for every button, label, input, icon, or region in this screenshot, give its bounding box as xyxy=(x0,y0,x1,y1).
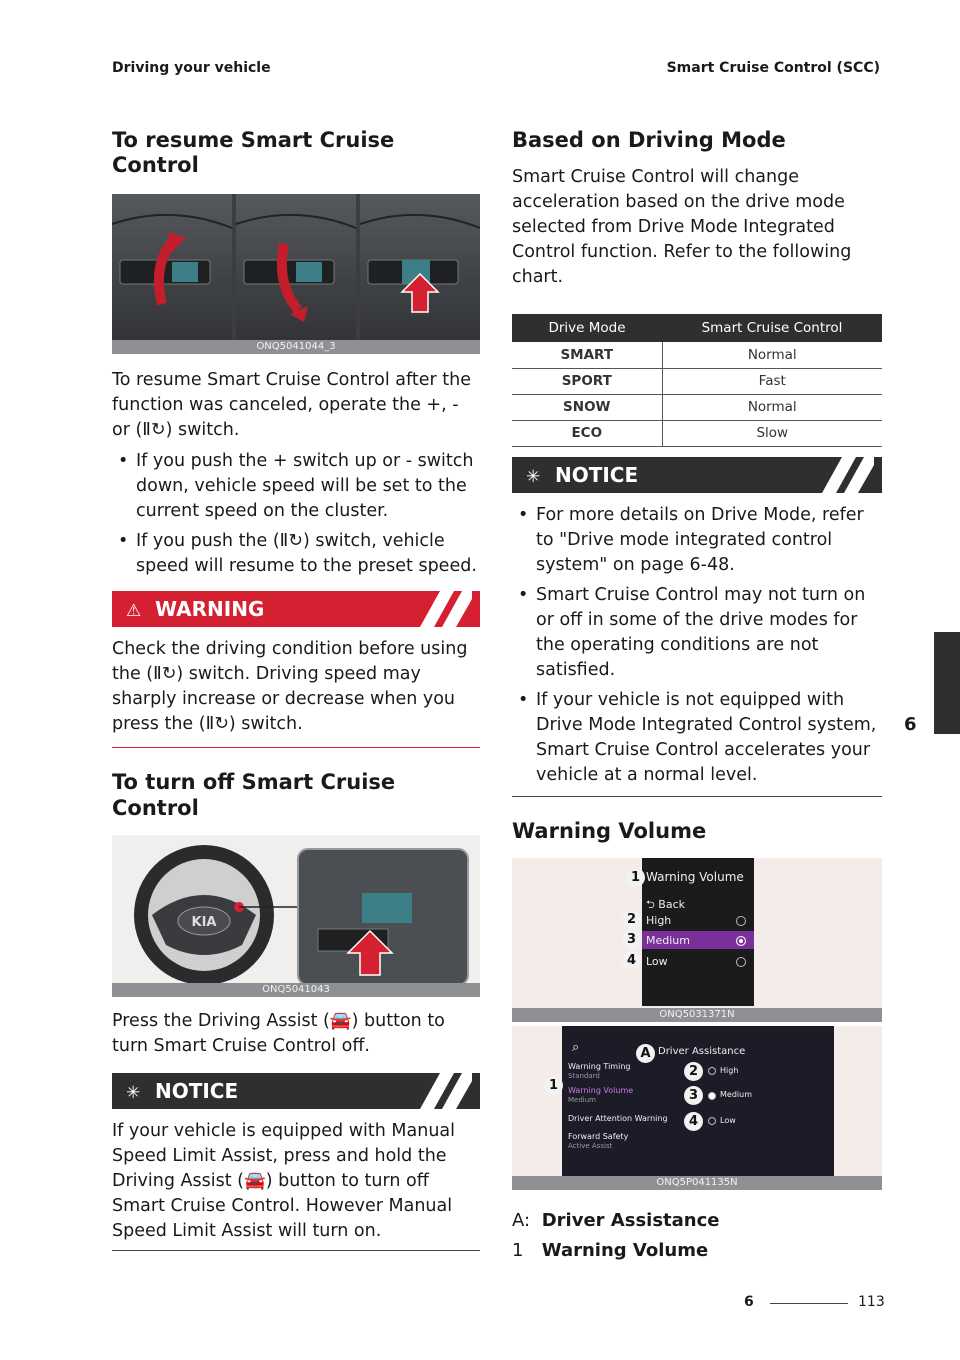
list-item: • For more details on Drive Mode, refer to "Drive mode integrated control system" on page 6-48. xyxy=(512,503,882,578)
search-icon: ⌕ xyxy=(572,1039,580,1055)
notice-text: If your vehicle is equipped with Manual Speed Limit Assist, press and hold the Driving Assist (🚘) button to turn off Smart Cruise Control. However Manual Speed Limit Assist will turn on. xyxy=(112,1120,455,1241)
menu-item-title[interactable]: Forward Safety xyxy=(568,1131,629,1141)
notice-asterisk-icon: ✳ xyxy=(526,466,541,487)
turnoff-text: Press the Driving Assist (🚘) button to turn Smart Cruise Control off. xyxy=(112,1010,445,1056)
marker-4: 4 xyxy=(622,951,641,970)
radio-low[interactable] xyxy=(736,957,746,967)
table-row xyxy=(512,342,882,368)
resume-switch-figure xyxy=(112,194,480,354)
notice-label: NOTICE xyxy=(554,462,639,487)
table-cell: Normal xyxy=(662,394,882,420)
table-cell: SPORT xyxy=(512,368,662,394)
resume-bullet-list xyxy=(112,449,480,579)
option-low: Low xyxy=(646,954,668,968)
figure-code: ONQ5041044_3 xyxy=(112,340,480,354)
list-item: • If you push the (Ⅱ↻) switch, vehicle speed will resume to the preset speed. xyxy=(112,529,480,579)
table-header: Drive Mode xyxy=(512,314,662,342)
turnoff-figure xyxy=(112,835,480,997)
option-low: Low xyxy=(720,1115,736,1125)
legend-value: Driver Assistance xyxy=(541,1209,720,1231)
table-cell: Fast xyxy=(662,368,882,394)
table-cell: SNOW xyxy=(512,394,662,420)
menu-item-sub: Active Assist xyxy=(568,1141,613,1150)
radio-medium[interactable] xyxy=(736,936,746,946)
drive-mode-heading: Based on Driving Mode xyxy=(512,128,786,152)
list-item: • If you push the + switch up or - switch down, vehicle speed will be set to the current speed on the cluster. xyxy=(112,449,480,524)
chapter-tab-number: 6 xyxy=(904,714,917,735)
marker-3: 3 xyxy=(684,1086,703,1105)
warning-label: WARNING xyxy=(154,597,265,622)
table-row xyxy=(512,368,882,394)
banner-stripes-icon xyxy=(402,1073,472,1109)
menu-item-sub: Standard xyxy=(568,1071,600,1080)
option-high: High xyxy=(646,913,672,927)
notice-banner xyxy=(112,1073,480,1109)
figure-code: ONQ5031371N xyxy=(512,1008,882,1022)
table-cell: ECO xyxy=(512,420,662,446)
legend-item xyxy=(512,1236,882,1266)
resume-intro: To resume Smart Cruise Control after the function was canceled, operate the +, - or (Ⅱ↻) switch. xyxy=(112,370,471,441)
driver-assistance-screen-figure xyxy=(512,1026,882,1190)
footer-chapter: 6 xyxy=(744,1294,754,1310)
figure-legend xyxy=(512,1206,882,1266)
warning-banner xyxy=(112,591,480,627)
menu-item-title[interactable]: Warning Timing xyxy=(568,1061,631,1071)
running-header-chapter: Driving your vehicle xyxy=(112,60,271,76)
marker-1: 1 xyxy=(626,868,645,887)
back-option: ⮌ Back xyxy=(646,897,686,911)
table-row xyxy=(512,394,882,420)
running-header-section: Smart Cruise Control (SCC) xyxy=(666,60,880,76)
figure-code: ONQ5041043 xyxy=(112,983,480,997)
table-row xyxy=(512,420,882,446)
footer-divider xyxy=(770,1303,848,1304)
radio-medium[interactable] xyxy=(708,1092,716,1100)
resume-switch-illustration xyxy=(112,194,480,354)
screen-title: Warning Volume xyxy=(646,869,744,884)
radio-high[interactable] xyxy=(736,916,746,926)
table-cell: Slow xyxy=(662,420,882,446)
menu-item-sub: Medium xyxy=(568,1095,596,1104)
banner-stripes-icon xyxy=(402,591,472,627)
marker-1: 1 xyxy=(544,1076,563,1095)
radio-low[interactable] xyxy=(708,1117,716,1125)
screen-header: Driver Assistance xyxy=(658,1045,746,1057)
table-header-row xyxy=(512,314,882,342)
drive-mode-text: Smart Cruise Control will change acceleration based on the drive mode selected from Drive Mode Integrated Control function. Refer to the following chart. xyxy=(512,167,852,288)
warning-triangle-icon: ⚠ xyxy=(126,601,142,622)
resume-heading: To resume Smart Cruise Control xyxy=(112,128,395,178)
table-cell: Normal xyxy=(662,342,882,368)
option-medium: Medium xyxy=(720,1089,752,1099)
warning-volume-heading: Warning Volume xyxy=(512,818,707,843)
notice-divider xyxy=(512,796,882,797)
notice-divider xyxy=(112,1250,480,1251)
marker-4: 4 xyxy=(684,1112,703,1131)
menu-item-title[interactable]: Driver Attention Warning xyxy=(568,1113,668,1123)
menu-item-title[interactable]: Warning Volume xyxy=(568,1085,634,1095)
radio-high[interactable] xyxy=(708,1067,716,1075)
notice-bullet-list xyxy=(512,503,882,788)
chapter-tab xyxy=(934,632,960,734)
legend-item xyxy=(512,1206,882,1236)
steering-wheel-illustration xyxy=(112,835,480,997)
list-item: • Smart Cruise Control may not turn on or off in some of the drive modes for the operating conditions are not satisfied. xyxy=(512,583,882,683)
warning-volume-screen-figure xyxy=(512,858,882,1022)
legend-key: A: xyxy=(512,1209,531,1231)
marker-3: 3 xyxy=(622,930,641,949)
notice-banner xyxy=(512,457,882,493)
marker-2: 2 xyxy=(684,1062,703,1081)
wheel-logo: KIA xyxy=(191,914,217,930)
legend-value: Warning Volume xyxy=(541,1239,709,1261)
table-cell: SMART xyxy=(512,342,662,368)
drive-mode-table xyxy=(512,314,882,447)
marker-a: A xyxy=(636,1044,655,1063)
warning-divider xyxy=(112,747,480,748)
notice-label: NOTICE xyxy=(154,1078,239,1103)
option-high: High xyxy=(720,1065,739,1075)
list-item: • If your vehicle is not equipped with Drive Mode Integrated Control system, Smart Cruise Control accelerates your vehicle at a normal level. xyxy=(512,688,882,788)
table-header: Smart Cruise Control xyxy=(662,314,882,342)
warning-text: Check the driving condition before using the (Ⅱ↻) switch. Driving speed may sharply increase or decrease when you press the (Ⅱ↻) switch. xyxy=(112,639,468,735)
right-column xyxy=(512,128,882,1266)
turnoff-heading: To turn off Smart Cruise Control xyxy=(112,770,396,820)
notice-asterisk-icon: ✳ xyxy=(126,1082,141,1103)
banner-stripes-icon xyxy=(804,457,874,493)
left-column xyxy=(112,128,480,1251)
legend-key: 1 xyxy=(512,1239,524,1261)
figure-code: ONQ5P041135N xyxy=(512,1176,882,1190)
footer-page-number: 113 xyxy=(858,1294,885,1310)
option-medium: Medium xyxy=(646,933,690,947)
marker-2: 2 xyxy=(622,910,641,929)
